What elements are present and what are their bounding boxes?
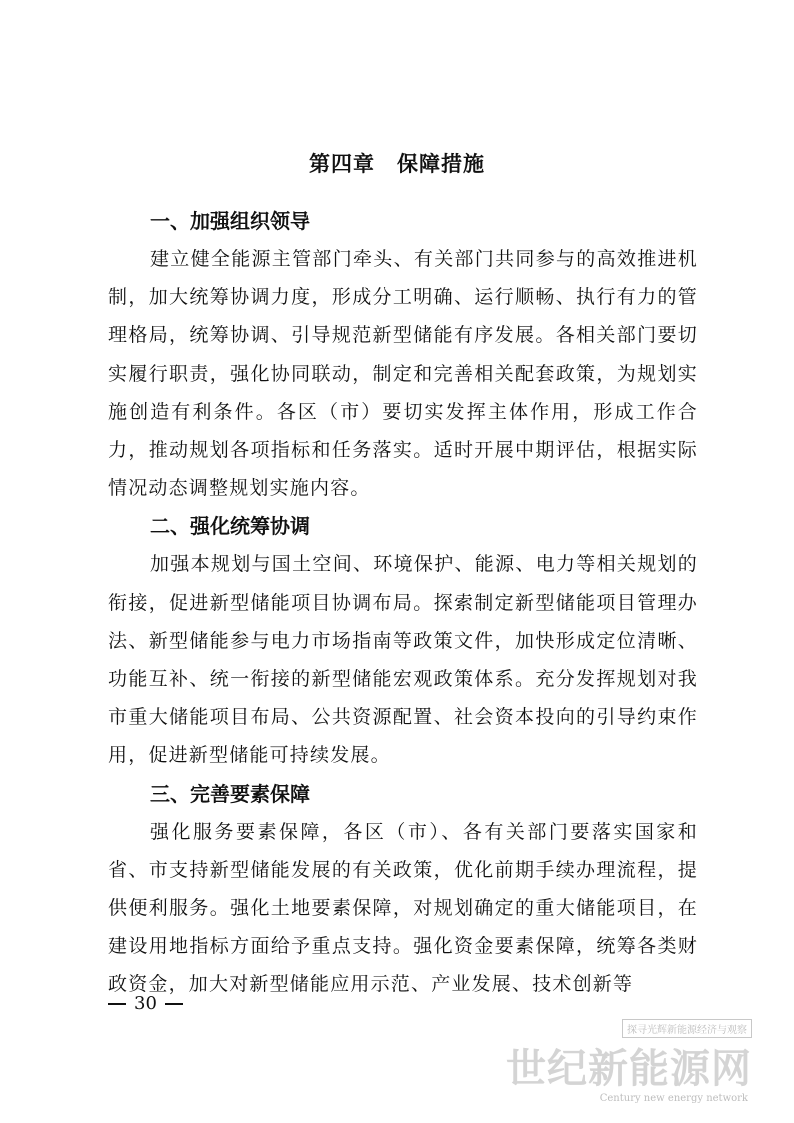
section-heading: 二、强化统筹协调 — [150, 514, 310, 539]
section-coordination — [108, 507, 698, 774]
section-paragraph: 强化服务要素保障，各区（市）、各有关部门要落实国家和省、市支持新型储能发展的有关政策，优化前期手续办理流程，提供便利服务。强化土地要素保障，对规划确定的重大储能项目，在建设用地指标方面给予重点支持。强化资金要素保障，统筹各类财政资金，加大对新型储能应用示范、产业发展、技术创新等 — [108, 820, 698, 996]
chapter-title — [0, 148, 794, 178]
section-paragraph: 加强本规划与国土空间、环境保护、能源、电力等相关规划的衔接，促进新型储能项目协调布局。探索制定新型储能项目管理办法、新型储能参与电力市场指南等政策文件，加快形成定位清晰、功能互补、统一衔接的新型储能宏观政策体系。充分发挥规划对我市重大储能项目布局、公共资源配置、社会资本投向的引导约束作用，促进新型储能可持续发展。 — [108, 553, 698, 767]
watermark-slogan: 探寻光辉新能源经济与观察 — [622, 1019, 752, 1038]
section-organization — [108, 202, 698, 507]
page-footer — [108, 993, 183, 1014]
section-heading: 三、完善要素保障 — [150, 781, 310, 806]
chapter-name: 保障措施 — [397, 152, 485, 176]
page-number: 30 — [134, 993, 157, 1014]
footer-dash-right — [165, 1003, 183, 1005]
document-body — [108, 202, 698, 1004]
watermark-english: Century new energy network — [599, 1093, 748, 1104]
site-watermark — [506, 1019, 752, 1115]
section-heading: 一、加强组织领导 — [150, 209, 310, 233]
chapter-number: 第四章 — [309, 152, 375, 176]
watermark-logo: 世纪新能源网 — [506, 1045, 752, 1092]
footer-dash-left — [108, 1003, 126, 1005]
section-paragraph: 建立健全能源主管部门牵头、有关部门共同参与的高效推进机制，加大统筹协调力度，形成分工明确、运行顺畅、执行有力的管理格局，统筹协调、引导规范新型储能有序发展。各相关部门要切实履行职责，强化协同联动，制定和完善相关配套政策，为规划实施创造有利条件。各区（市）要切实发挥主体作用，形成工作合力，推动规划各项指标和任务落实。适时开展中期评估，根据实际情况动态调整规划实施内容。 — [108, 248, 698, 500]
section-factor-guarantee — [108, 775, 698, 1004]
